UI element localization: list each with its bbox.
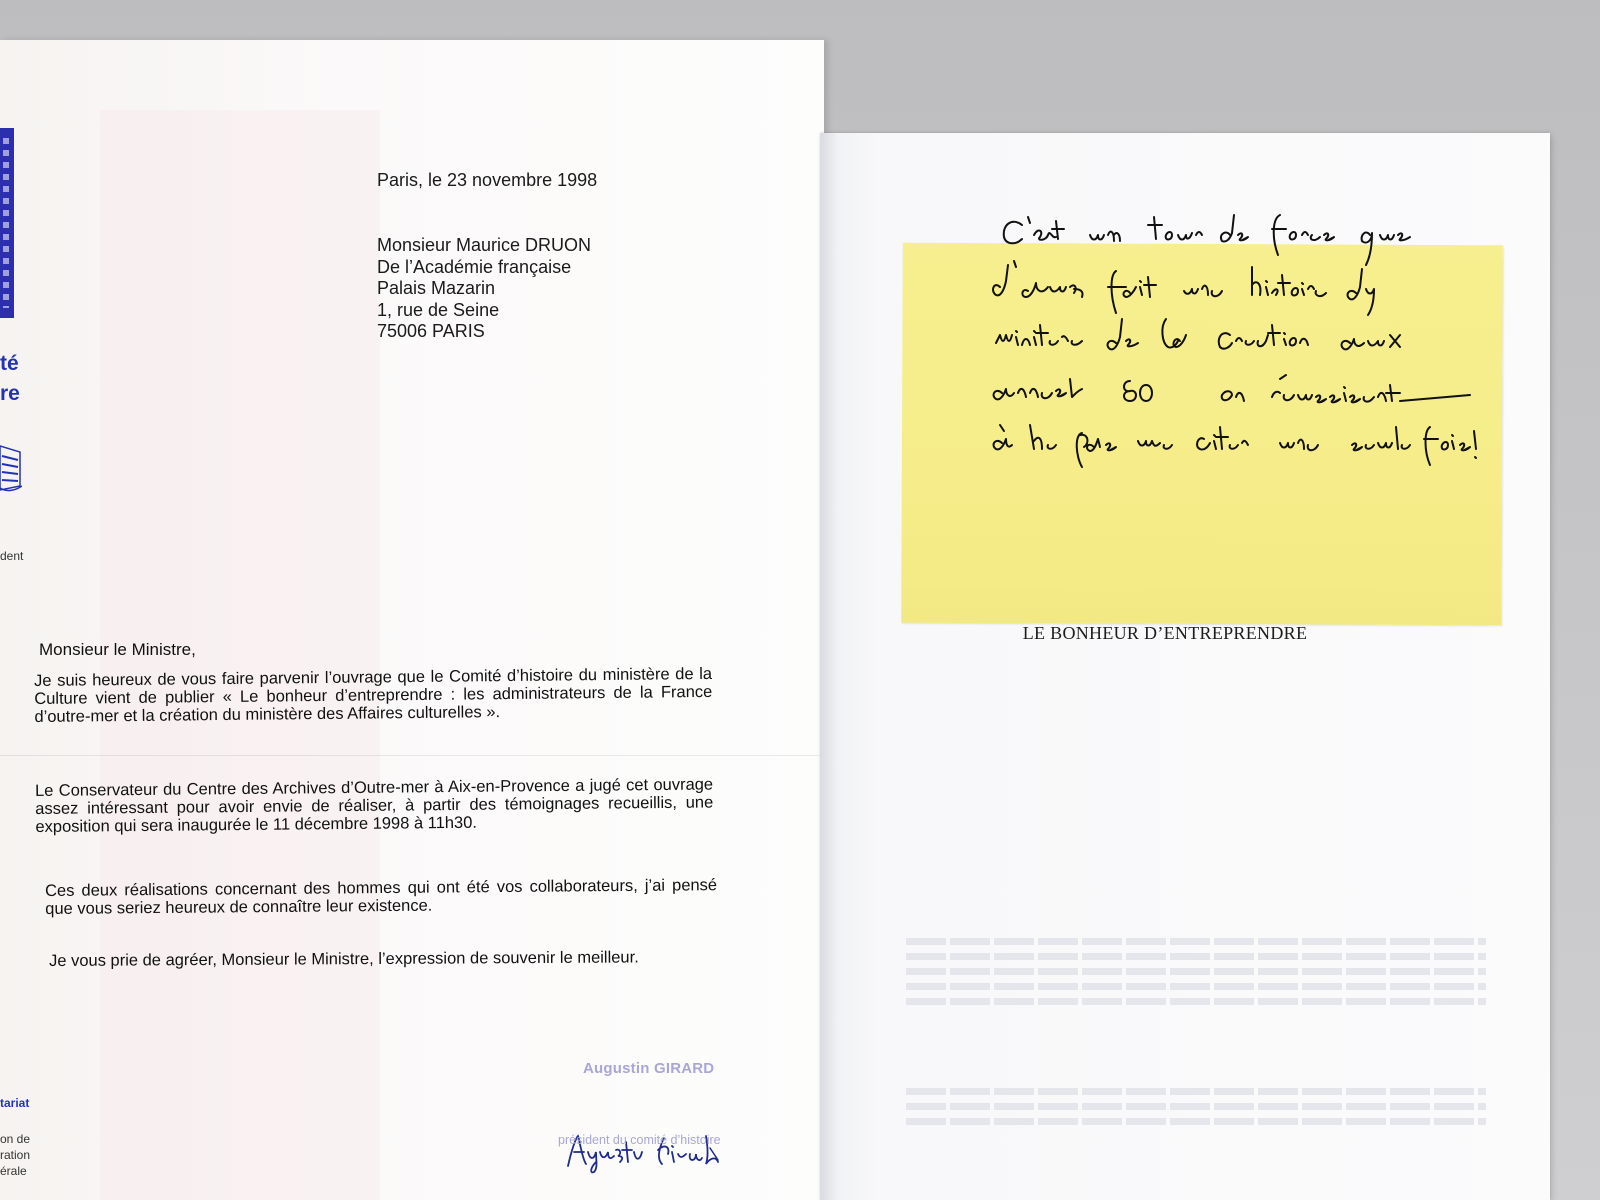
addressee-line: 1, rue de Seine	[377, 299, 500, 320]
show-through-text	[906, 983, 1486, 990]
left-column-text: dent	[0, 549, 24, 563]
left-footer-line-3: érale	[0, 1164, 27, 1178]
addressee-block	[377, 235, 591, 343]
addressee-line: De l’Académie française	[377, 256, 572, 277]
letter-paragraph: Le Conservateur du Centre des Archives d’Outre-mer à Aix-en-Provence a jugé cet ouvrage assez intéressant pour avoir envie de réaliser, à partir des témoignages recueillis, une exposition qui sera inaugurée le 11 décembre 1998 à 11h30.	[35, 775, 714, 836]
addressee-line: Monsieur Maurice DRUON	[377, 235, 592, 255]
book-gutter	[820, 133, 838, 1200]
addressee-line: 75006 PARIS	[377, 321, 485, 341]
left-column-heading: tariat	[0, 1096, 30, 1110]
show-through-text	[906, 1103, 1486, 1110]
letter-date: Paris, le 23 novembre 1998	[377, 170, 598, 190]
letter-page	[0, 40, 824, 1200]
ministry-logo-bar	[0, 128, 14, 318]
signatory-name: Augustin GIRARD	[583, 1060, 715, 1077]
logo-text-fragment-1: té	[0, 352, 19, 375]
letter-paragraph: Je vous prie de agréer, Monsieur le Ministre, l’expression de souvenir le meilleur.	[49, 948, 639, 970]
show-through-text	[906, 953, 1486, 960]
show-through-text	[906, 998, 1486, 1005]
left-footer-line-2: ration	[0, 1148, 31, 1162]
letter-paragraph: Je suis heureux de vous faire parvenir l’ouvrage que le Comité d’histoire du ministère de la Culture vient de publier « Le bonheur d’entreprendre : les administrateurs de la France d’outre-mer et la création du ministère des Affaires culturelles ».	[34, 664, 713, 726]
salutation: Monsieur le Ministre,	[39, 640, 196, 659]
show-through-text	[906, 1088, 1486, 1095]
signatory-title: président du comité d’histoire	[558, 1133, 721, 1147]
show-through-text	[906, 938, 1486, 945]
addressee-line: Palais Mazarin	[377, 278, 496, 298]
letter-paragraph: Ces deux réalisations concernant des hommes qui ont été vos collaborateurs, j’ai pensé que vous seriez heureux de connaître leur existence.	[45, 876, 718, 918]
book-title: LE BONHEUR D’ENTREPRENDRE	[1022, 623, 1308, 643]
logo-text-fragment-2: re	[0, 382, 20, 405]
emblem-icon	[0, 440, 22, 494]
show-through-text	[906, 968, 1486, 975]
left-footer-line-1: on de	[0, 1132, 31, 1146]
fold-line	[0, 755, 824, 756]
show-through-text	[906, 1118, 1486, 1125]
handwritten-note	[990, 195, 1510, 495]
